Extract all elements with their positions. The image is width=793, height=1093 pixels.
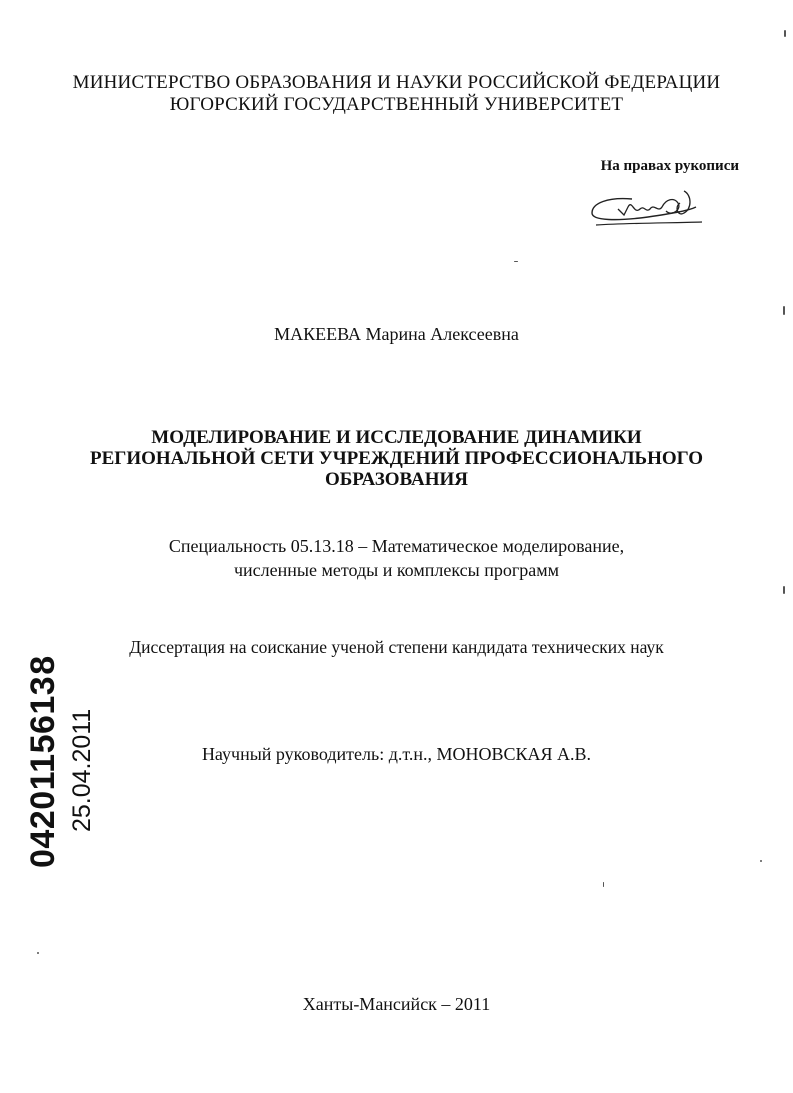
- scan-speck: [37, 952, 39, 954]
- scan-speck: [783, 586, 785, 594]
- university-line: ЮГОРСКИЙ ГОСУДАРСТВЕННЫЙ УНИВЕРСИТЕТ: [169, 94, 624, 115]
- specialty: [0, 534, 793, 582]
- title-line: РЕГИОНАЛЬНОЙ СЕТИ УЧРЕЖДЕНИЙ ПРОФЕССИОНАЛЬНОГО: [89, 448, 704, 469]
- scan-speck: [783, 306, 785, 315]
- manuscript-rights-note: На правах рукописи: [600, 158, 739, 174]
- scan-speck: [603, 882, 604, 887]
- library-stamp: [0, 0, 100, 1093]
- title-line: ОБРАЗОВАНИЯ: [324, 469, 469, 490]
- dissertation-degree: Диссертация на соискание ученой степени кандидата технических наук: [129, 637, 664, 657]
- dissertation-title: [0, 427, 793, 490]
- scientific-advisor: Научный руководитель: д.т.н., МОНОВСКАЯ А.В.: [201, 744, 592, 764]
- specialty-line: численные методы и комплексы программ: [233, 560, 560, 580]
- ministry-header: [0, 72, 793, 116]
- specialty-line: Специальность 05.13.18 – Математическое моделирование,: [168, 536, 625, 556]
- signature: [588, 187, 708, 233]
- city-year: Ханты-Мансийск – 2011: [302, 994, 491, 1014]
- author-name: МАКЕЕВА Марина Алексеевна: [274, 324, 519, 344]
- stamp-code: 04201156138: [24, 655, 62, 868]
- ministry-line: МИНИСТЕРСТВО ОБРАЗОВАНИЯ И НАУКИ РОССИЙСКОЙ ФЕДЕРАЦИИ: [72, 72, 721, 93]
- scan-speck: [760, 860, 762, 862]
- title-line: МОДЕЛИРОВАНИЕ И ИССЛЕДОВАНИЕ ДИНАМИКИ: [151, 427, 642, 448]
- scan-speck: [784, 30, 786, 37]
- scan-speck: [514, 261, 518, 262]
- stamp-date: 25.04.2011: [68, 708, 96, 832]
